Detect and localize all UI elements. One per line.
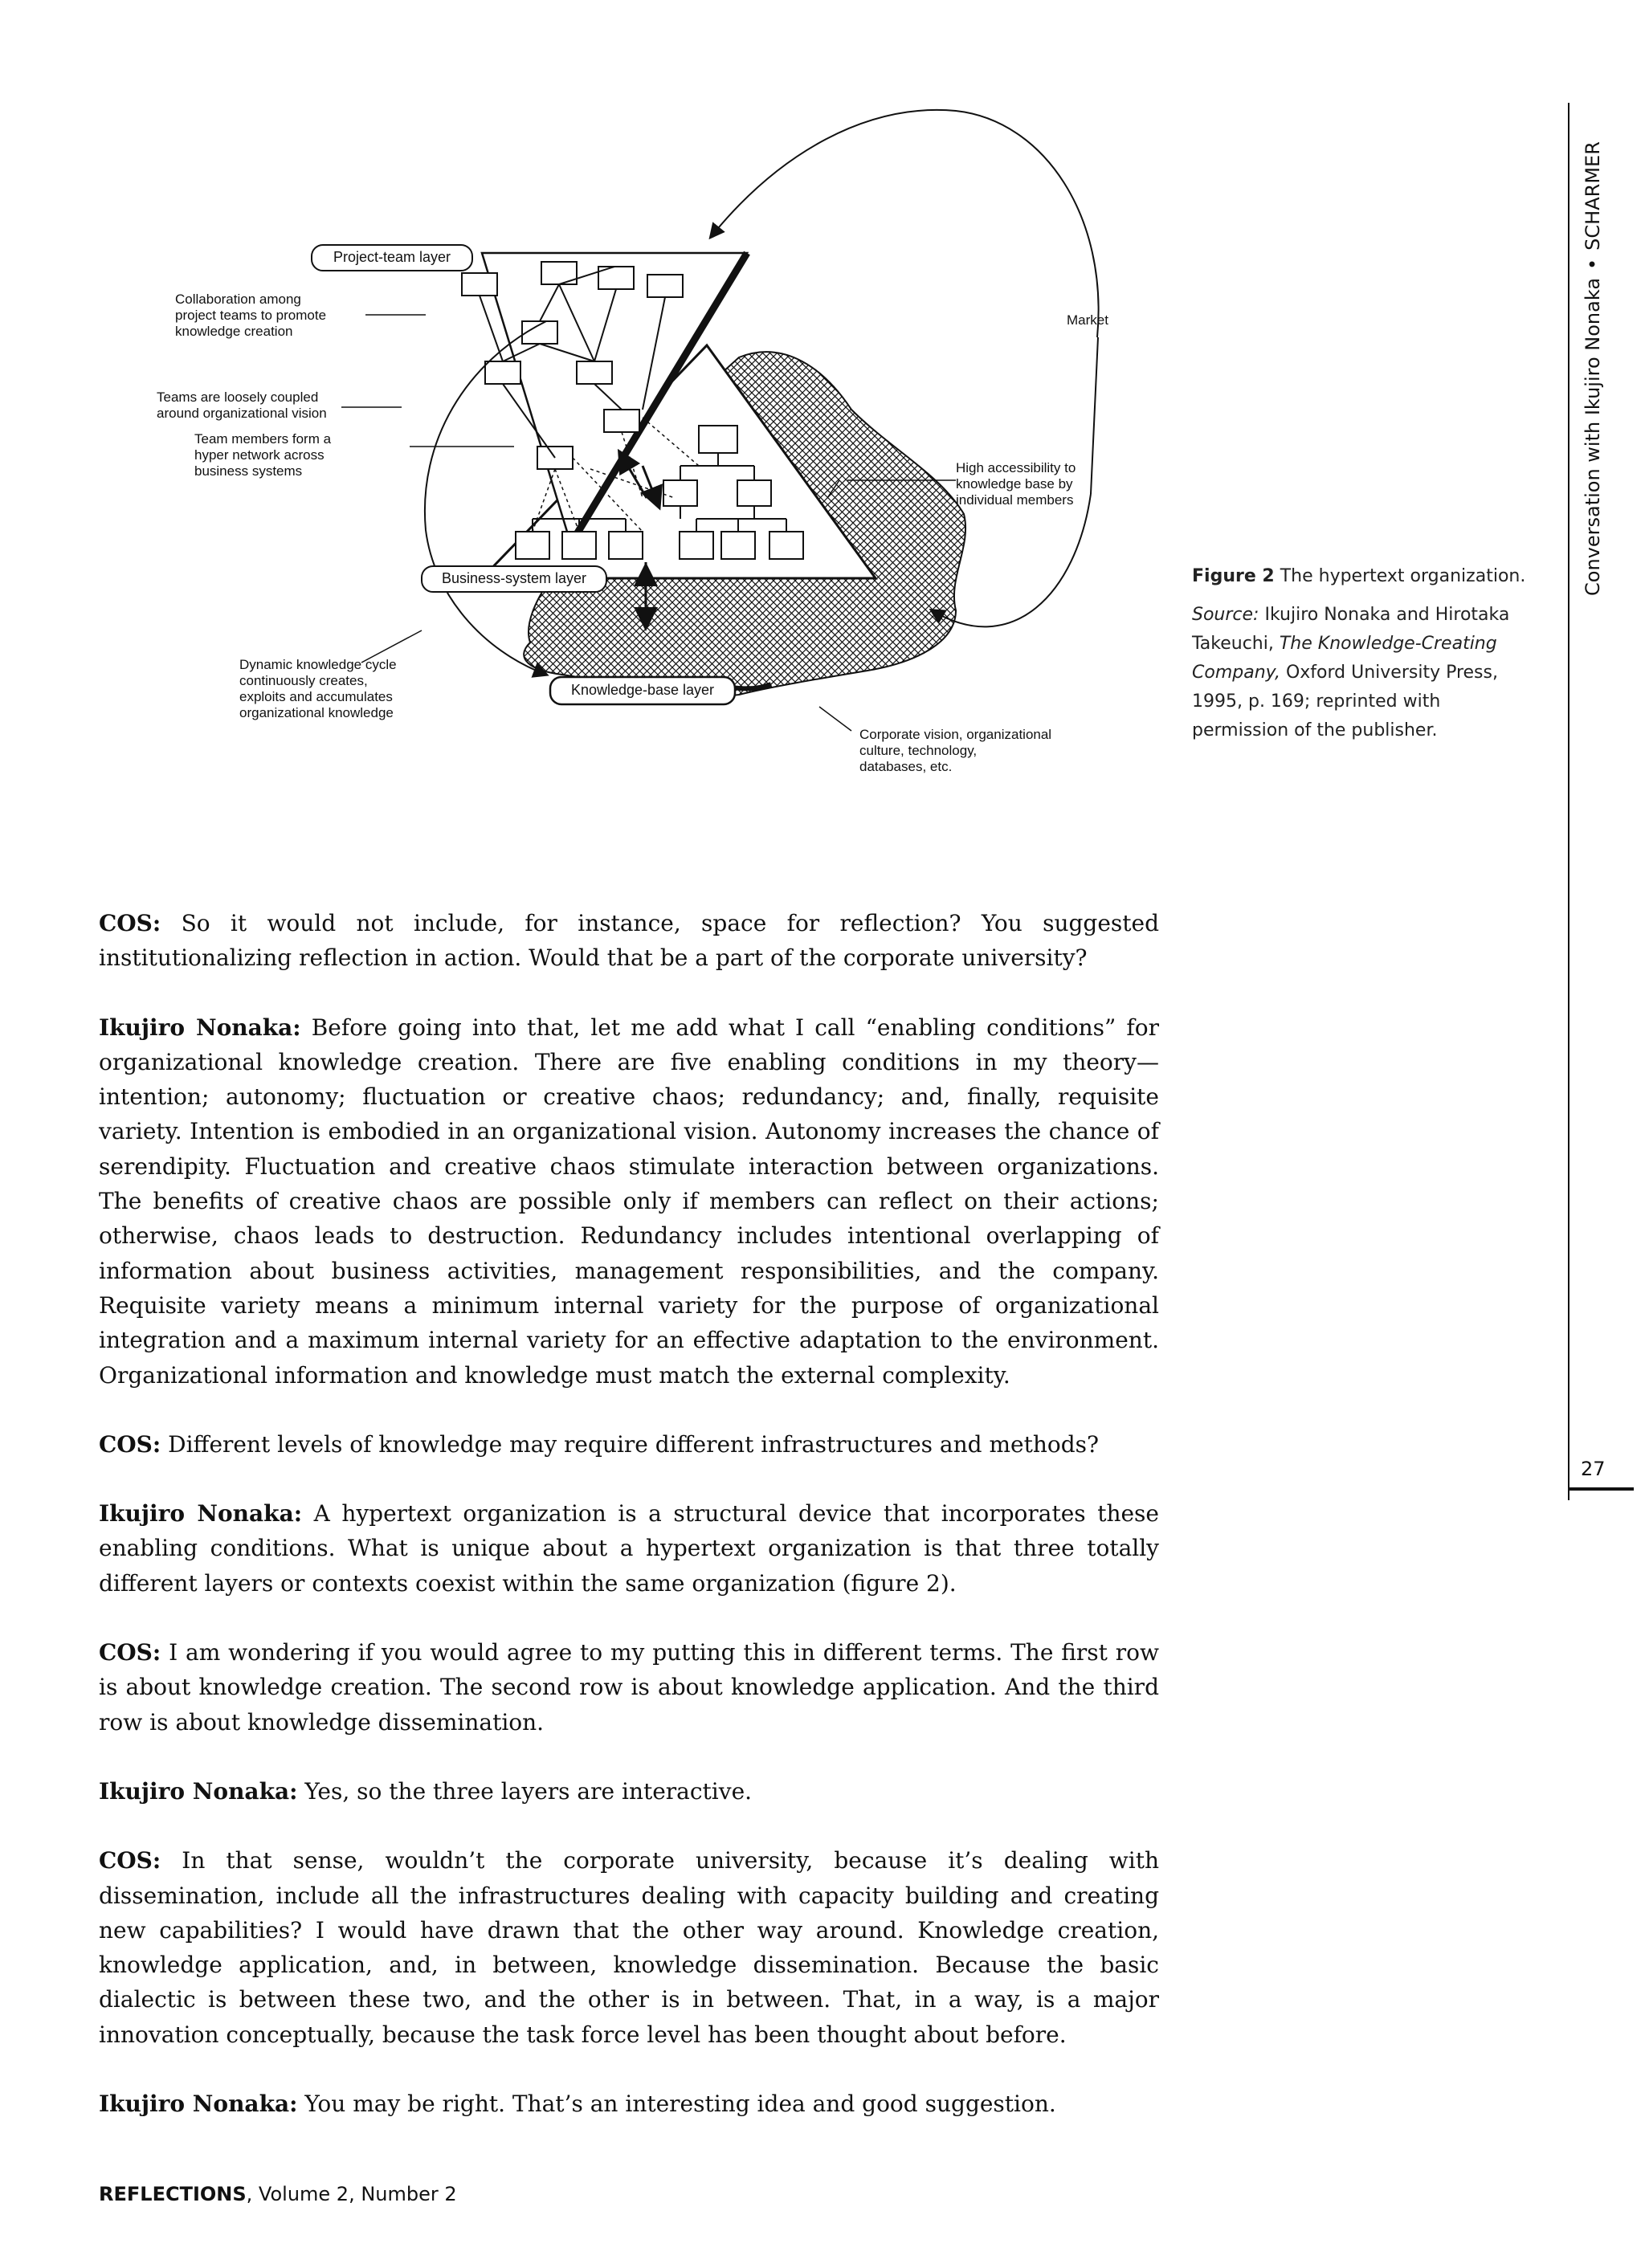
- speaker: Ikujiro Nonaka:: [99, 2091, 298, 2118]
- speaker: COS:: [99, 1847, 161, 1874]
- figure-label: Figure 2: [1192, 566, 1275, 586]
- paragraph: [99, 1496, 1159, 1601]
- paragraph: [99, 1843, 1159, 2052]
- speaker: COS:: [99, 1430, 161, 1458]
- journal-footer: [99, 2183, 457, 2205]
- running-head-author: SCHARMER: [1582, 141, 1604, 251]
- paragraph-text: In that sense, wouldn’t the corporate university, because it’s dealing with dissemination, include all the infrastructures dealing with capacity building and creating new capabilities? I would have drawn that the other way around. Knowledge creation, knowledge application, and, in between, knowledge dissemination. Because the basic dialectic is between these two, and the other is in between. That, in a way, is a major innovation conceptually, because the task force level has been thought about before.: [99, 1847, 1159, 2048]
- speaker: COS:: [99, 1639, 161, 1666]
- journal-name: REFLECTIONS: [99, 2183, 247, 2205]
- figure-title: The hypertext organization.: [1280, 566, 1526, 586]
- running-head: [1578, 98, 1607, 596]
- running-head-title: Conversation with Ikujiro Nonaka: [1582, 277, 1604, 596]
- speaker: COS:: [99, 910, 161, 936]
- paragraph-text: I am wondering if you would agree to my putting this in different terms. The first row is about knowledge creation. The second row is about knowledge application. And the third row is about knowledge dissemination.: [99, 1639, 1160, 1736]
- source-publisher: Oxford University Press, 1995, p. 169; reprinted with permission of the publisher.: [1192, 663, 1498, 740]
- project-team-layer-box: [312, 245, 472, 271]
- speaker: Ikujiro Nonaka:: [99, 1500, 303, 1528]
- paragraph-text: Yes, so the three layers are interactive.: [304, 1777, 753, 1805]
- high-accessibility-annotation: High accessibility to knowledge base by individual members: [956, 460, 1076, 508]
- corporate-vision-annotation: Corporate vision, organizational culture, technology, databases, etc.: [859, 727, 1052, 774]
- paragraph: [99, 906, 1159, 976]
- hypertext-organization-figure: [145, 96, 1141, 803]
- running-head-bullet: •: [1582, 258, 1604, 270]
- source-label: Source:: [1192, 605, 1259, 625]
- page-number: 27: [1581, 1458, 1606, 1480]
- paragraph: [99, 1774, 1159, 1809]
- interview-body: [99, 906, 1159, 2156]
- page-number-rule: [1568, 1487, 1634, 1491]
- paragraph-text: Different levels of knowledge may require different infrastructures and methods?: [168, 1430, 1100, 1458]
- paragraph-text: A hypertext organization is a structural device that incorporates these enabling conditions. What is unique about a hypertext organization is that three totally different layers or contexts coexist within the same organization (figure 2).: [99, 1500, 1159, 1597]
- business-system-layer-label: Business-system layer: [441, 570, 587, 586]
- paragraph-text: You may be right. That’s an interesting idea and good suggestion.: [304, 2091, 1056, 2118]
- paragraph: [99, 1010, 1159, 1393]
- dynamic-cycle-annotation: Dynamic knowledge cycle continuously creates, exploits and accumulates organizational knowledge: [239, 657, 397, 720]
- journal-issue: , Volume 2, Number 2: [246, 2183, 457, 2205]
- hypertext-diagram: [145, 96, 1141, 803]
- speaker: Ikujiro Nonaka:: [99, 1014, 301, 1041]
- speaker: Ikujiro Nonaka:: [99, 1777, 298, 1805]
- hyper-network-annotation: Team members form a hyper network across business systems: [194, 431, 332, 479]
- paragraph-text: So it would not include, for instance, space for reflection? You suggested institutionalizing reflection in action. Would that be a part of the corporate university?: [99, 910, 1160, 972]
- market-label: Market: [1067, 312, 1108, 328]
- figure-caption: [1192, 562, 1537, 745]
- caption-title: [1192, 562, 1537, 591]
- source-book: The Knowledge-Creating Company,: [1192, 634, 1497, 683]
- source-authors: Ikujiro Nonaka and Hirotaka Takeuchi,: [1192, 605, 1510, 654]
- project-team-layer-label: Project-team layer: [333, 249, 451, 265]
- collaboration-annotation: Collaboration among project teams to promote knowledge creation: [175, 292, 327, 339]
- paragraph: [99, 2086, 1159, 2121]
- knowledge-base-layer-box: [550, 677, 735, 704]
- sidebar-rule: [1568, 103, 1569, 1500]
- knowledge-base-layer-label: Knowledge-base layer: [570, 682, 715, 698]
- caption-source: [1192, 601, 1537, 745]
- loosely-coupled-annotation: Teams are loosely coupled around organizational vision: [157, 390, 327, 421]
- paragraph-text: Before going into that, let me add what I call “enabling conditions” for organizational knowledge creation. There are five enabling conditions in my theory—intention; autonomy; fluctuation or creative chaos; redundancy; and, finally, requisite variety. Intention is embodied in an organizational vision. Autonomy increases the chance of serendipity. Fluctuation and creative chaos stimulate interaction between organizations. The benefits of creative chaos are possible only if members can reflect on their actions; otherwise, chaos leads to destruction. Redundancy includes intentional overlapping of information about business activities, management responsibilities, and the company. Requisite variety means a minimum internal variety for the purpose of organizational integration and a maximum internal variety for an effective adaptation to the environment. Organizational information and knowledge must match the external complexity.: [99, 1014, 1159, 1389]
- business-system-layer-box: [422, 566, 606, 592]
- paragraph: [99, 1427, 1159, 1462]
- paragraph: [99, 1635, 1159, 1740]
